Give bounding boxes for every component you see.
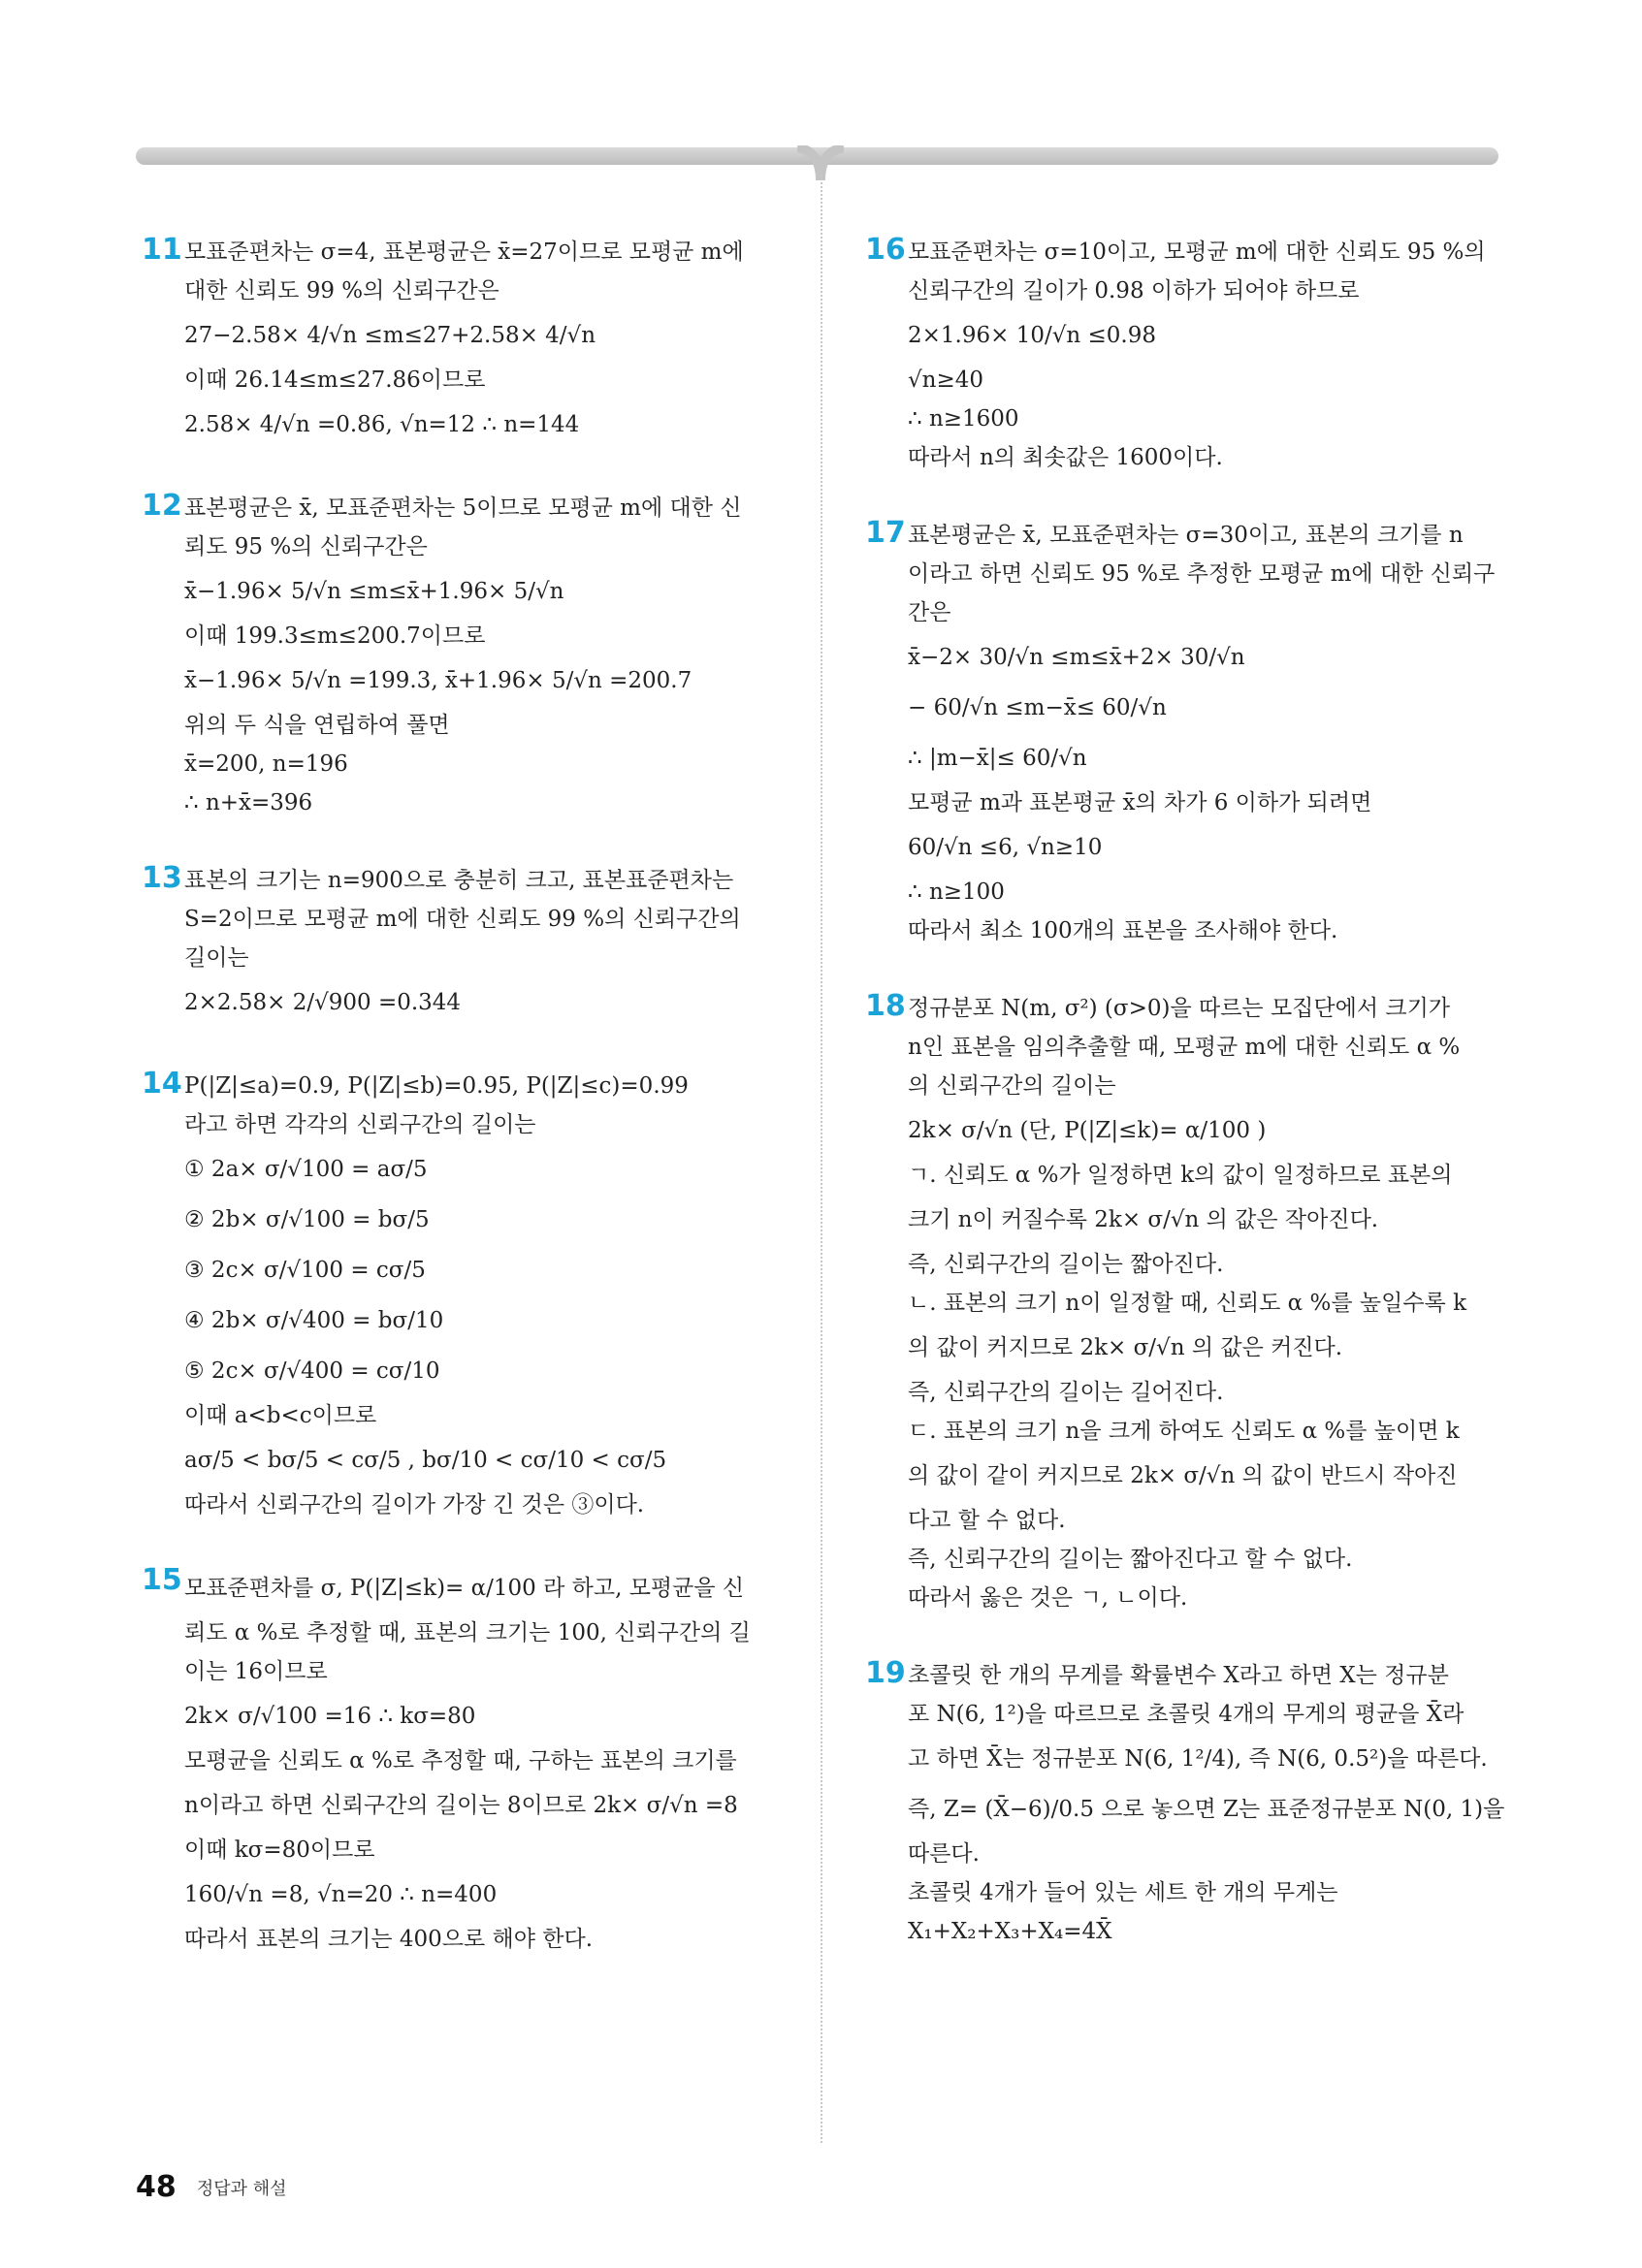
problem-number: 11 — [142, 233, 182, 267]
solution-line: 이때 199.3≤m≤200.7이므로 — [184, 623, 486, 649]
problem-16 — [865, 233, 1486, 477]
solution-line: ∴ n≥100 — [908, 879, 1005, 905]
solution-line: 이때 a<b<c이므로 — [184, 1403, 377, 1428]
solution-line: P(|Z|≤a)=0.9, P(|Z|≤b)=0.95, P(|Z|≤c)=0.99 — [184, 1073, 689, 1099]
solution-line: 160/√n =8, √n=20 ∴ n=400 — [184, 1882, 498, 1907]
column-divider — [821, 170, 822, 2143]
solution-line: ③ 2c× σ/√100 = cσ/5 — [184, 1258, 426, 1283]
solution-line: 즉, Z= (X̄−6)/0.5 으로 놓으면 Z는 표준정규분포 N(0, 1)을 — [908, 1797, 1505, 1822]
solution-line: 따라서 표본의 크기는 400으로 해야 한다. — [184, 1927, 594, 1952]
solution-line: ㄷ. 표본의 크기 n을 크게 하여도 신뢰도 α %를 높이면 k — [908, 1419, 1460, 1444]
solution-line: 신뢰구간의 길이가 0.98 이하가 되어야 하므로 — [908, 278, 1360, 303]
solution-line: 모표준편차는 σ=4, 표본평균은 x̄=27이므로 모평균 m에 — [184, 240, 744, 265]
left-column — [142, 233, 751, 1997]
solution-line: 27−2.58× 4/√n ≤m≤27+2.58× 4/√n — [184, 323, 596, 348]
solution-line: 라고 하면 각각의 신뢰구간의 길이는 — [184, 1112, 536, 1137]
problem-number: 17 — [865, 516, 906, 550]
problem-number: 13 — [142, 861, 182, 895]
problem-number: 12 — [142, 489, 182, 523]
solution-line: 포 N(6, 1²)을 따르므로 초콜릿 4개의 무게의 평균을 X̄라 — [908, 1702, 1465, 1727]
solution-line: x̄−2× 30/√n ≤m≤x̄+2× 30/√n — [908, 645, 1245, 670]
solution-line: 모표준편차는 σ=10이고, 모평균 m에 대한 신뢰도 95 %의 — [908, 240, 1486, 265]
page-number: 48 — [136, 2170, 177, 2204]
solution-line: 초콜릿 한 개의 무게를 확률변수 X라고 하면 X는 정규분 — [908, 1663, 1449, 1688]
solution-line: 모표준편차를 σ, P(|Z|≤k)= α/100 라 하고, 모평균을 신 — [184, 1576, 745, 1601]
problem-13 — [142, 861, 743, 1028]
solution-line: 크기 n이 커질수록 2k× σ/√n 의 값은 작아진다. — [908, 1207, 1379, 1232]
solution-line: ① 2a× σ/√100 = aσ/5 — [184, 1157, 428, 1182]
solution-line: 2×1.96× 10/√n ≤0.98 — [908, 323, 1156, 348]
solution-line: 2k× σ/√n (단, P(|Z|≤k)= α/100 ) — [908, 1118, 1267, 1143]
problem-number: 14 — [142, 1067, 182, 1101]
solution-line: √n≥40 — [908, 367, 984, 393]
solution-line: ② 2b× σ/√100 = bσ/5 — [184, 1207, 430, 1232]
solution-line: 간은 — [908, 600, 951, 625]
solution-line: ⑤ 2c× σ/√400 = cσ/10 — [184, 1358, 440, 1384]
problem-number: 15 — [142, 1563, 182, 1597]
solution-line: 이는 16이므로 — [184, 1659, 328, 1684]
solution-line: 따른다. — [908, 1841, 980, 1867]
problem-14 — [142, 1067, 743, 1524]
footer-label: 정답과 해설 — [196, 2178, 287, 2199]
solution-line: 다고 할 수 없다. — [908, 1508, 1066, 1533]
problem-17 — [865, 516, 1496, 950]
solution-line: 따라서 최소 100개의 표본을 조사해야 한다. — [908, 918, 1338, 943]
solution-line: ∴ |m−x̄|≤ 60/√n — [908, 746, 1087, 771]
problem-number: 19 — [865, 1656, 906, 1690]
solution-line: 의 값이 같이 커지므로 2k× σ/√n 의 값이 반드시 작아진 — [908, 1463, 1458, 1488]
solution-line: 즉, 신뢰구간의 길이는 길어진다. — [908, 1380, 1224, 1405]
solution-line: 이때 kσ=80이므로 — [184, 1837, 375, 1863]
solution-line: x̄−1.96× 5/√n ≤m≤x̄+1.96× 5/√n — [184, 579, 564, 604]
solution-line: ∴ n+x̄=396 — [184, 790, 313, 815]
solution-line: 이라고 하면 신뢰도 95 %로 추정한 모평균 m에 대한 신뢰구 — [908, 561, 1496, 587]
solution-line: 뢰도 α %로 추정할 때, 표본의 크기는 100, 신뢰구간의 길 — [184, 1620, 751, 1645]
solution-line: aσ/5 < bσ/5 < cσ/5 , bσ/10 < cσ/10 < cσ/5 — [184, 1448, 667, 1473]
solution-line: 의 값이 커지므로 2k× σ/√n 의 값은 커진다. — [908, 1335, 1343, 1360]
solution-line: ∴ n≥1600 — [908, 406, 1019, 431]
page-footer — [136, 2170, 287, 2204]
solution-line: 따라서 n의 최솟값은 1600이다. — [908, 445, 1223, 470]
solution-line: 2k× σ/√100 =16 ∴ kσ=80 — [184, 1704, 476, 1729]
problem-18 — [865, 989, 1466, 1617]
solution-line: ④ 2b× σ/√400 = bσ/10 — [184, 1308, 444, 1333]
solution-line: S=2이므로 모평균 m에 대한 신뢰도 99 %의 신뢰구간의 — [184, 907, 741, 932]
problem-number: 16 — [865, 233, 906, 267]
solution-line: X₁+X₂+X₃+X₄=4X̄ — [908, 1919, 1112, 1944]
problem-19 — [865, 1656, 1505, 1951]
solution-line: 정규분포 N(m, σ²) (σ>0)을 따르는 모집단에서 크기가 — [908, 996, 1451, 1021]
solution-line: 길이는 — [184, 945, 249, 971]
right-column — [865, 233, 1505, 1990]
problem-12 — [142, 489, 743, 822]
solution-line: 따라서 옳은 것은 ㄱ, ㄴ이다. — [908, 1585, 1188, 1611]
solution-line: 이때 26.14≤m≤27.86이므로 — [184, 367, 486, 393]
solution-line: x̄=200, n=196 — [184, 751, 348, 777]
solution-line: n이라고 하면 신뢰구간의 길이는 8이므로 2k× σ/√n =8 — [184, 1793, 738, 1818]
problem-number: 18 — [865, 989, 906, 1023]
solution-line: 뢰도 95 %의 신뢰구간은 — [184, 534, 428, 559]
solution-line: 표본평균은 x̄, 모표준편차는 5이므로 모평균 m에 대한 신 — [184, 495, 742, 521]
solution-line: 표본평균은 x̄, 모표준편차는 σ=30이고, 표본의 크기를 n — [908, 523, 1464, 548]
solution-line: 고 하면 X̄는 정규분포 N(6, 1²/4), 즉 N(6, 0.5²)을 따른다. — [908, 1746, 1488, 1772]
solution-line: 60/√n ≤6, √n≥10 — [908, 835, 1103, 860]
solution-line: 2.58× 4/√n =0.86, √n=12 ∴ n=144 — [184, 412, 580, 437]
solution-line: 초콜릿 4개가 들어 있는 세트 한 개의 무게는 — [908, 1880, 1338, 1905]
solution-line: 즉, 신뢰구간의 길이는 짧아진다. — [908, 1252, 1224, 1277]
problem-15 — [142, 1563, 751, 1959]
solution-line: 표본의 크기는 n=900으로 충분히 크고, 표본표준편차는 — [184, 868, 734, 893]
solution-line: 즉, 신뢰구간의 길이는 짧아진다고 할 수 없다. — [908, 1547, 1353, 1572]
solution-line: 위의 두 식을 연립하여 풀면 — [184, 713, 450, 738]
solution-line: 모평균을 신뢰도 α %로 추정할 때, 구하는 표본의 크기를 — [184, 1748, 737, 1773]
solution-line: 대한 신뢰도 99 %의 신뢰구간은 — [184, 278, 499, 303]
solution-line: 모평균 m과 표본평균 x̄의 차가 6 이하가 되려면 — [908, 790, 1372, 815]
solution-line: 2×2.58× 2/√900 =0.344 — [184, 990, 462, 1015]
problem-11 — [142, 233, 743, 450]
solution-line: 의 신뢰구간의 길이는 — [908, 1073, 1116, 1099]
solution-line: ㄱ. 신뢰도 α %가 일정하면 k의 값이 일정하므로 표본의 — [908, 1163, 1453, 1188]
solution-line: − 60/√n ≤m−x̄≤ 60/√n — [908, 695, 1167, 720]
solution-line: n인 표본을 임의추출할 때, 모평균 m에 대한 신뢰도 α % — [908, 1035, 1461, 1060]
solution-line: 따라서 신뢰구간의 길이가 가장 긴 것은 ③이다. — [184, 1492, 645, 1517]
solution-line: ㄴ. 표본의 크기 n이 일정할 때, 신뢰도 α %를 높일수록 k — [908, 1291, 1467, 1316]
solution-line: x̄−1.96× 5/√n =199.3, x̄+1.96× 5/√n =200.7 — [184, 668, 692, 693]
